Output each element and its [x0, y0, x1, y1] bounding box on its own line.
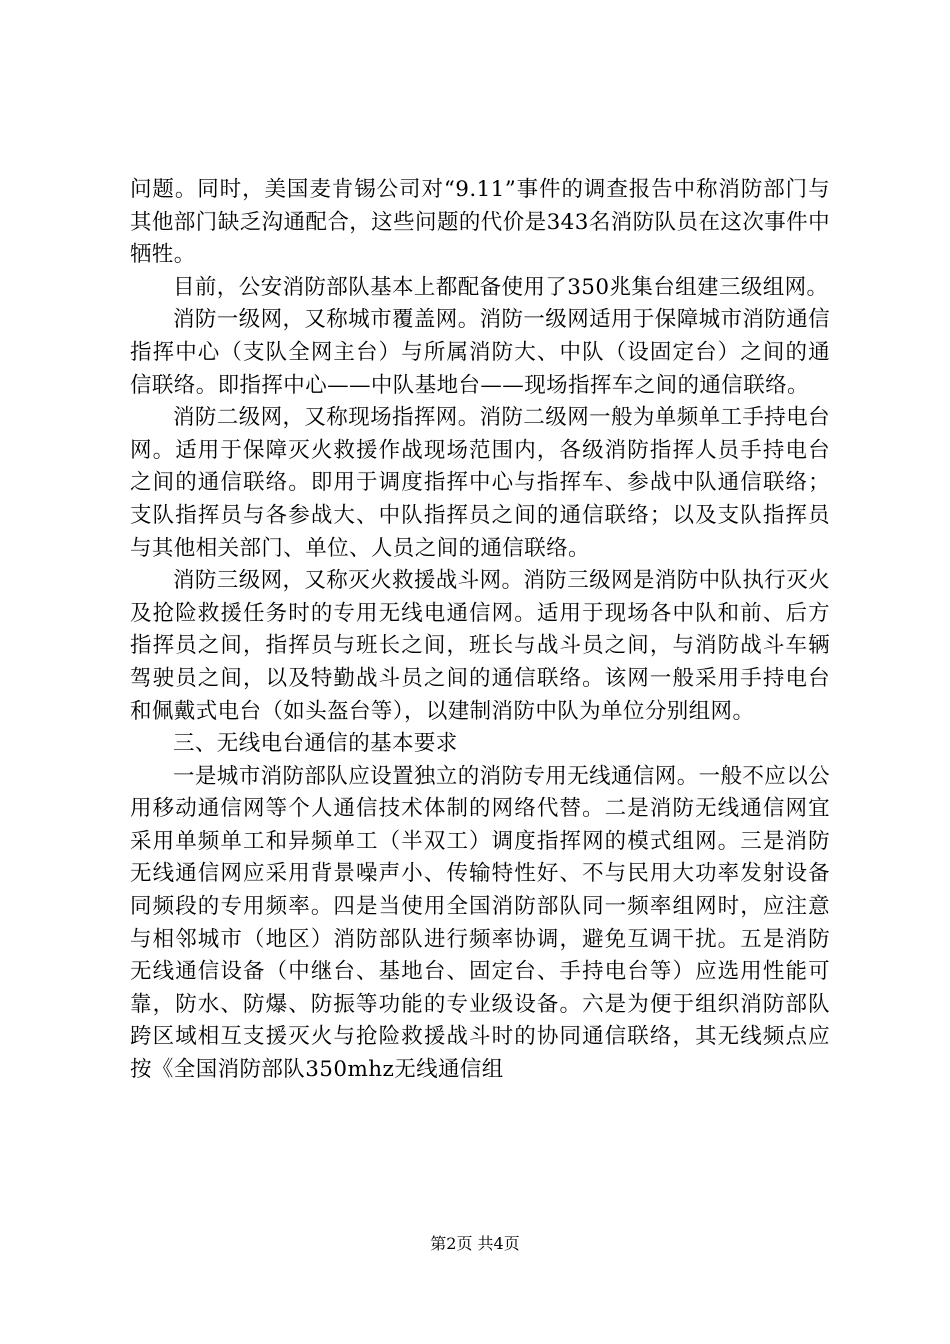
paragraph-level-one-network: 消防一级网，又称城市覆盖网。消防一级网适用于保障城市消防通信指挥中心（支队全网主台）与所属消防大、中队（设固定台）之间的通信联络。即指挥中心——中队基地台——现场指挥车之间的通信联络。 — [130, 307, 831, 398]
paragraph-continuation: 问题。同时，美国麦肯锡公司对“9.11”事件的调查报告中称消防部门与其他部门缺乏沟通配合，这些问题的代价是343名消防队员在这次事件中牺牲。 — [130, 177, 830, 268]
document-body — [130, 174, 830, 1087]
paragraph-requirements: 一是城市消防部队应设置独立的消防专用无线通信网。一般不应以公用移动通信网等个人通信技术体制的网络代替。二是消防无线通信网宜采用单频单工和异频单工（半双工）调度指挥网的模式组网。三是消防无线通信网应采用背景噪声小、传输特性好、不与民用大功率发射设备同频段的专用频率。四是当使用全国消防部队同一频率组网时，应注意与相邻城市（地区）消防部队进行频率协调，避免互调干扰。五是消防无线通信设备（中继台、基地台、固定台、手持电台等）应选用性能可靠，防水、防爆、防振等功能的专业级设备。六是为便于组织消防部队跨区域相互支援灭火与抢险救援战斗时的协同通信联络，其无线频点应按《全国消防部队350mhz无线通信组 — [130, 763, 831, 1083]
paragraph-level-three-network: 消防三级网，又称灭火救援战斗网。消防三级网是消防中队执行灭火及抢险救援任务时的专用无线电通信网。适用于现场各中队和前、后方指挥员之间，指挥员与班长之间，班长与战斗员之间，与消防战斗车辆驾驶员之间，以及特勤战斗员之间的通信联络。该网一般采用手持电台和佩戴式电台（如头盔台等），以建制消防中队为单位分别组网。 — [130, 568, 831, 724]
page-footer: 第2页 共4页 — [430, 1234, 520, 1253]
paragraph-level-two-network: 消防二级网，又称现场指挥网。消防二级网一般为单频单工手持电台网。适用于保障灭火救援作战现场范围内，各级消防指挥人员手持电台之间的通信联络。即用于调度指挥中心与指挥车、参战中队通信联络；支队指挥员与各参战大、中队指挥员之间的通信联络；以及支队指挥员与其他相关部门、单位、人员之间的通信联络。 — [130, 405, 831, 561]
paragraph-equipment: 目前，公安消防部队基本上都配备使用了350兆集台组建三级组网。 — [173, 274, 829, 300]
section-heading: 三、无线电台通信的基本要求 — [173, 731, 458, 757]
